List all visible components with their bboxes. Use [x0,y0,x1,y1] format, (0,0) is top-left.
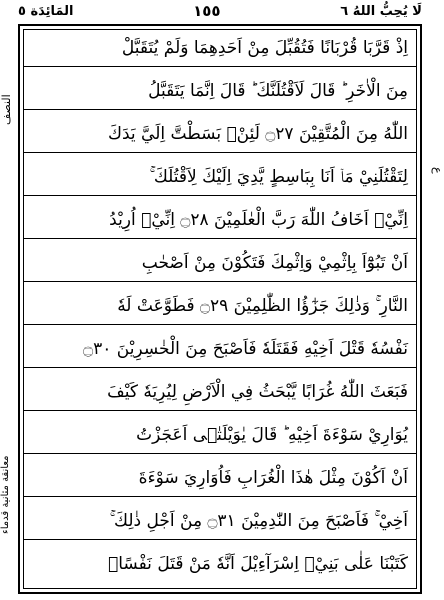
page-header [18,0,422,22]
verse-line-10: يُوَارِيْ سَوْءَةَ اَخِيْهِ ؕ قَالَ يٰوَيْلَتٰۤى اَعَجَزْتُ [24,417,416,454]
surah-label: المَائِدَة ٥ [18,3,74,19]
verse-line-6: اَنْ تَبُوْٓاَ بِاِثْمِيْ وَاِثْمِكَ فَتَكُوْنَ مِنْ اَصْحٰبِ [24,245,416,282]
verse-line-8: نَفْسُهٗ قَتْلَ اَخِيْهِ فَقَتَلَهٗ فَاَصْبَحَ مِنَ الْخٰسِرِيْنَ ۝٣٠ [24,331,416,368]
verse-lines [24,30,416,588]
margin-note-left-top: النصف [0,94,13,126]
juz-label: لَا يُحِبُّ اللهُ ٦ [340,3,422,19]
text-frame-inner [23,29,417,589]
verse-line-12: اَخِيْ ۚ فَاَصْبَحَ مِنَ النّٰدِمِيْنَ ۝٣١ مِنْ اَجْلِ ذٰلِكَ ۚ [24,503,416,540]
text-frame [18,24,422,594]
verse-line-1: اِذْ قَرَّبَا قُرْبَانًا فَتُقُبِّلَ مِنْ اَحَدِهِمَا وَلَمْ يُتَقَبَّلْ [24,30,416,67]
verse-line-9: فَبَعَثَ اللّٰهُ غُرَابًا يَّبْحَثُ فِي الْاَرْضِ لِيُرِيَهٗ كَيْفَ [24,374,416,411]
verse-line-5: اِنِّيْۤ اَخَافُ اللّٰهَ رَبَّ الْعٰلَمِيْنَ ۝٢٨ اِنِّيْۤ اُرِيْدُ [24,202,416,239]
verse-line-11: اَنْ اَكُوْنَ مِثْلَ هٰذَا الْغُرَابِ فَاُوَارِيَ سَوْءَةَ [24,460,416,497]
verse-line-4: لِتَقْتُلَنِيْ مَاۤ اَنَا بِبَاسِطٍ يَّدِيَ اِلَيْكَ لِاَقْتُلَكَ ۚ [24,159,416,196]
verse-line-2: مِنَ الْاٰخَرِ ؕ قَالَ لَاَقْتُلَنَّكَ ؕ قَالَ اِنَّمَا يَتَقَبَّلُ [24,73,416,110]
page-number: ١٥٥ [193,2,221,20]
ruku-marker: ع [431,166,444,174]
verse-line-3: اللّٰهُ مِنَ الْمُتَّقِيْنَ ۝٢٧ لَئِنْۢ بَسَطْتَّ اِلَيَّ يَدَكَ [24,116,416,153]
verse-line-13: كَتَبْنَا عَلٰى بَنِيْۤ اِسْرَآءِيْلَ اَنَّهٗ مَنْ قَتَلَ نَفْسًاۢ [108,554,408,574]
margin-note-left-bottom: معانقة مثانية قدماء [0,455,11,535]
verse-line-7: النَّارِ ۚ وَذٰلِكَ جَزٰٓؤُا الظّٰلِمِيْنَ ۝٢٩ فَطَوَّعَتْ لَهٗ [24,288,416,325]
